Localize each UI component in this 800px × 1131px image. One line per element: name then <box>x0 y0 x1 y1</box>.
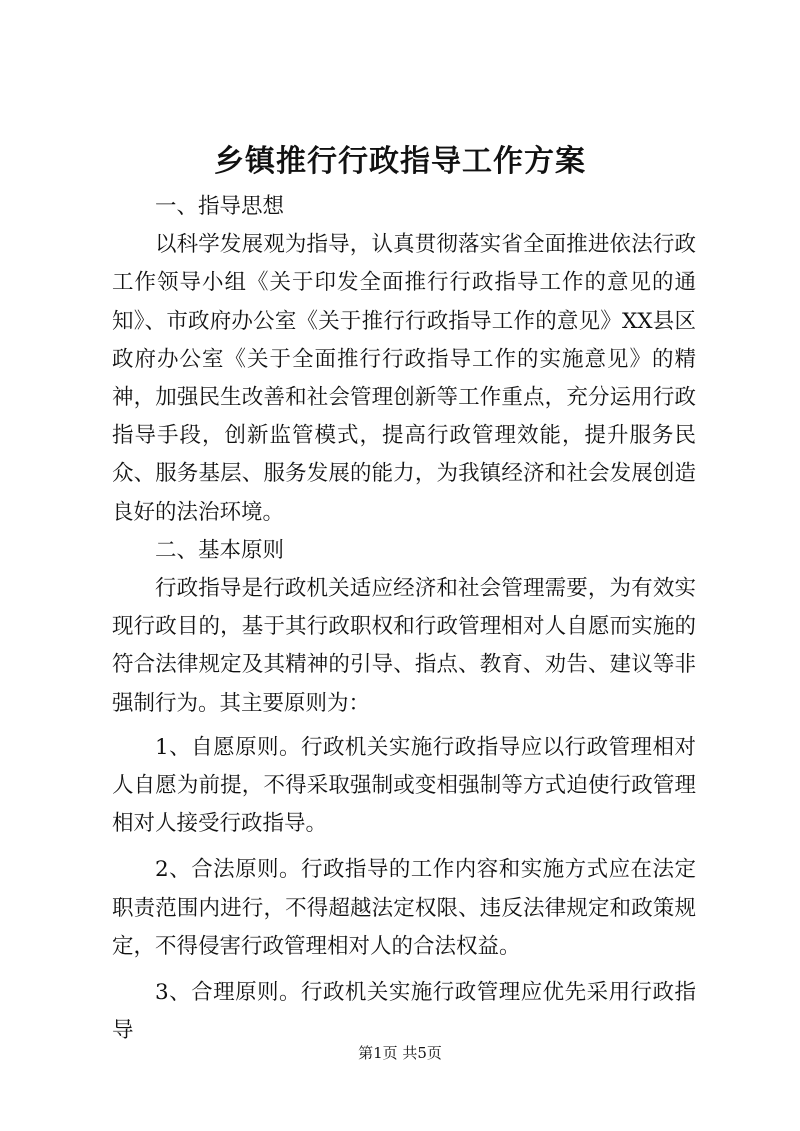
paragraph-basic-principles: 行政指导是行政机关适应经济和社会管理需要，为有效实现行政目的，基于其行政职权和行政管理相对人自愿而实施的符合法律规定及其精神的引导、指点、教育、劝告、建议等非强制行为。其主要原则为： <box>112 576 696 716</box>
paragraph-voluntary-principle: 1、自愿原则。行政机关实施行政指导应以行政管理相对人自愿为前提，不得采取强制或变相强制等方式迫使行政管理相对人接受行政指导。 <box>112 734 696 837</box>
section-heading-basic-principles: 二、基本原则 <box>155 537 285 563</box>
document-title: 乡镇推行行政指导工作方案 <box>214 144 586 179</box>
paragraph-guiding-thought: 以科学发展观为指导，认真贯彻落实省全面推进依法行政工作领导小组《关于印发全面推行行政指导工作的意见的通知》、市政府办公室《关于推行行政指导工作的意见》XX县区政府办公室《关于全面推行行政指导工作的实施意见》的精神，加强民生改善和社会管理创新等工作重点，充分运用行政指导手段，创新监管模式，提高行政管理效能，提升服务民众、服务基层、服务发展的能力，为我镇经济和社会发展创造良好的法治环境。 <box>112 232 696 525</box>
section-heading-guiding-thought: 一、指导思想 <box>155 194 285 219</box>
paragraph-legal-principle: 2、合法原则。行政指导的工作内容和实施方式应在法定职责范围内进行，不得超越法定权限、违反法律规定和政策规定，不得侵害行政管理相对人的合法权益。 <box>112 857 696 959</box>
document-body <box>112 188 696 1050</box>
paragraph-reasonable-principle: 3、合理原则。行政机关实施行政管理应优先采用行政指导 <box>112 980 696 1044</box>
page-number-footer: 第1页 共5页 <box>358 1044 442 1062</box>
